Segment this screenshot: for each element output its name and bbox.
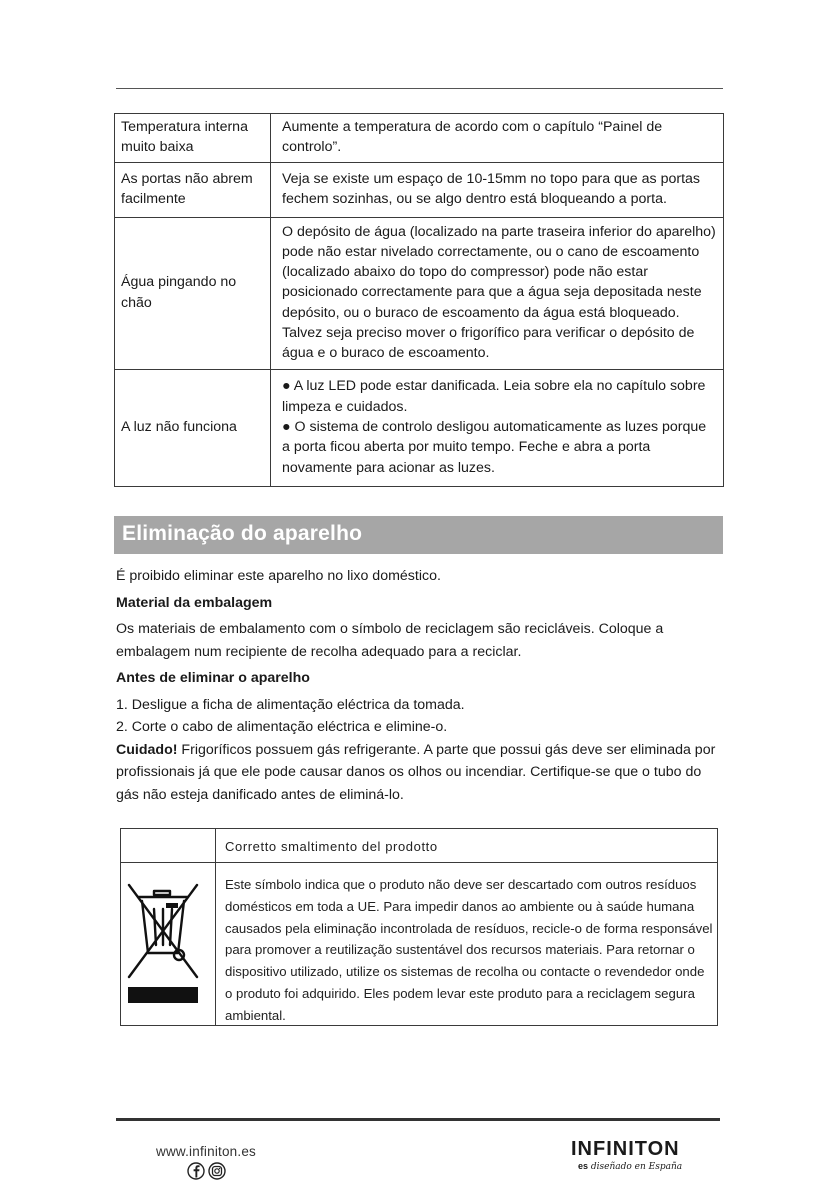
warning-text: Frigoríficos possuem gás refrigerante. A parte que possui gás deve ser eliminada por profissionais já que ele pode causar danos os olhos ou incendiar. Certifique-se que o tubo do gás não esteja danificado antes de eliminá-lo. [116, 741, 716, 803]
solution-bullet: ● O sistema de controlo desligou automaticamente as luzes porque a porta ficou aberta por muito tempo. Feche e abra a porta novamente para acionar as luzes. [282, 418, 707, 476]
table-row [115, 114, 724, 163]
instagram-icon[interactable] [209, 1163, 225, 1179]
facebook-icon[interactable] [188, 1163, 204, 1179]
problem-cell: A luz não funciona [115, 369, 271, 486]
problem-cell: As portas não abrem facilmente [115, 162, 271, 217]
weee-notice-box [120, 828, 718, 1026]
solution-cell [271, 369, 724, 486]
brand-logo: INFINITON [571, 1138, 680, 1160]
website-link[interactable]: www.infiniton.es [156, 1144, 256, 1159]
step-item: 1. Desligue a ficha de alimentação eléctrica da tomada. [116, 696, 465, 713]
table-row [115, 162, 724, 217]
table-row [115, 217, 724, 369]
warning-paragraph [116, 739, 726, 807]
crossed-out-wheeled-bin-icon [126, 881, 200, 1005]
section-header [114, 516, 723, 554]
weee-heading: Corretto smaltimento del prodotto [225, 839, 438, 854]
solution-cell [271, 162, 724, 217]
troubleshooting-table [114, 113, 724, 487]
social-icons [187, 1161, 227, 1181]
solution-cell [271, 217, 724, 369]
warning-label: Cuidado! [116, 741, 178, 758]
table-row [115, 369, 724, 486]
footer-rule [116, 1118, 720, 1121]
header-rule [116, 88, 723, 89]
packaging-text: Os materiais de embalamento com o símbolo de reciclagem são recicláveis. Coloque a embalagem num recipiente de recolha adequado para a reciclar. [116, 621, 664, 660]
step-item: 2. Corte o cabo de alimentação eléctrica e elimine-o. [116, 719, 448, 735]
problem-cell: Temperatura interna muito baixa [115, 114, 271, 163]
intro-text: É proibido eliminar este aparelho no lixo doméstico. [116, 568, 441, 584]
solution-text: O depósito de água (localizado na parte traseira inferior do aparelho) pode não estar nivelado correctamente, ou o cano de escoamento (localizado abaixo do topo do compressor) pode não estar posicionado correctamente para que a água seja depositada neste depósito, ou o buraco de escoamento da água está bloqueado. Talvez seja preciso mover o frigorífico para verificar o depósito de água e o buraco de escoamento. [282, 223, 716, 362]
weee-text: Este símbolo indica que o produto não deve ser descartado com outros resíduos domésticos em toda a UE. Para impedir danos ao ambiente ou à saúde humana causados pela eliminação incontrolada de resíduos, recicle-o de forma responsável para promover a reutilização sustentável dos recursos materiais. Para retornar o dispositivo utilizado, utilize os sistemas de recolha ou contacte o revendedor onde o produto foi adquirido. Eles podem levar este produto para a reciclagem segura ambiental. [225, 877, 713, 1023]
packaging-heading: Material da embalagem [116, 594, 273, 611]
section-title: Eliminação do aparelho [122, 522, 363, 545]
problem-cell: Água pingando no chão [115, 217, 271, 369]
before-heading: Antes de eliminar o aparelho [116, 670, 310, 686]
solution-bullet: ● A luz LED pode estar danificada. Leia sobre ela no capítulo sobre limpeza e cuidados. [282, 378, 706, 415]
brand-tagline: es diseñado en España [578, 1161, 683, 1172]
disposal-instructions [116, 565, 726, 806]
solution-text: Aumente a temperatura de acordo com o capítulo “Painel de controlo”. [282, 119, 663, 156]
solution-cell [271, 114, 724, 163]
solution-text: Veja se existe um espaço de 10-15mm no topo para que as portas fechem sozinhas, ou se algo dentro está bloqueando a porta. [282, 170, 700, 208]
